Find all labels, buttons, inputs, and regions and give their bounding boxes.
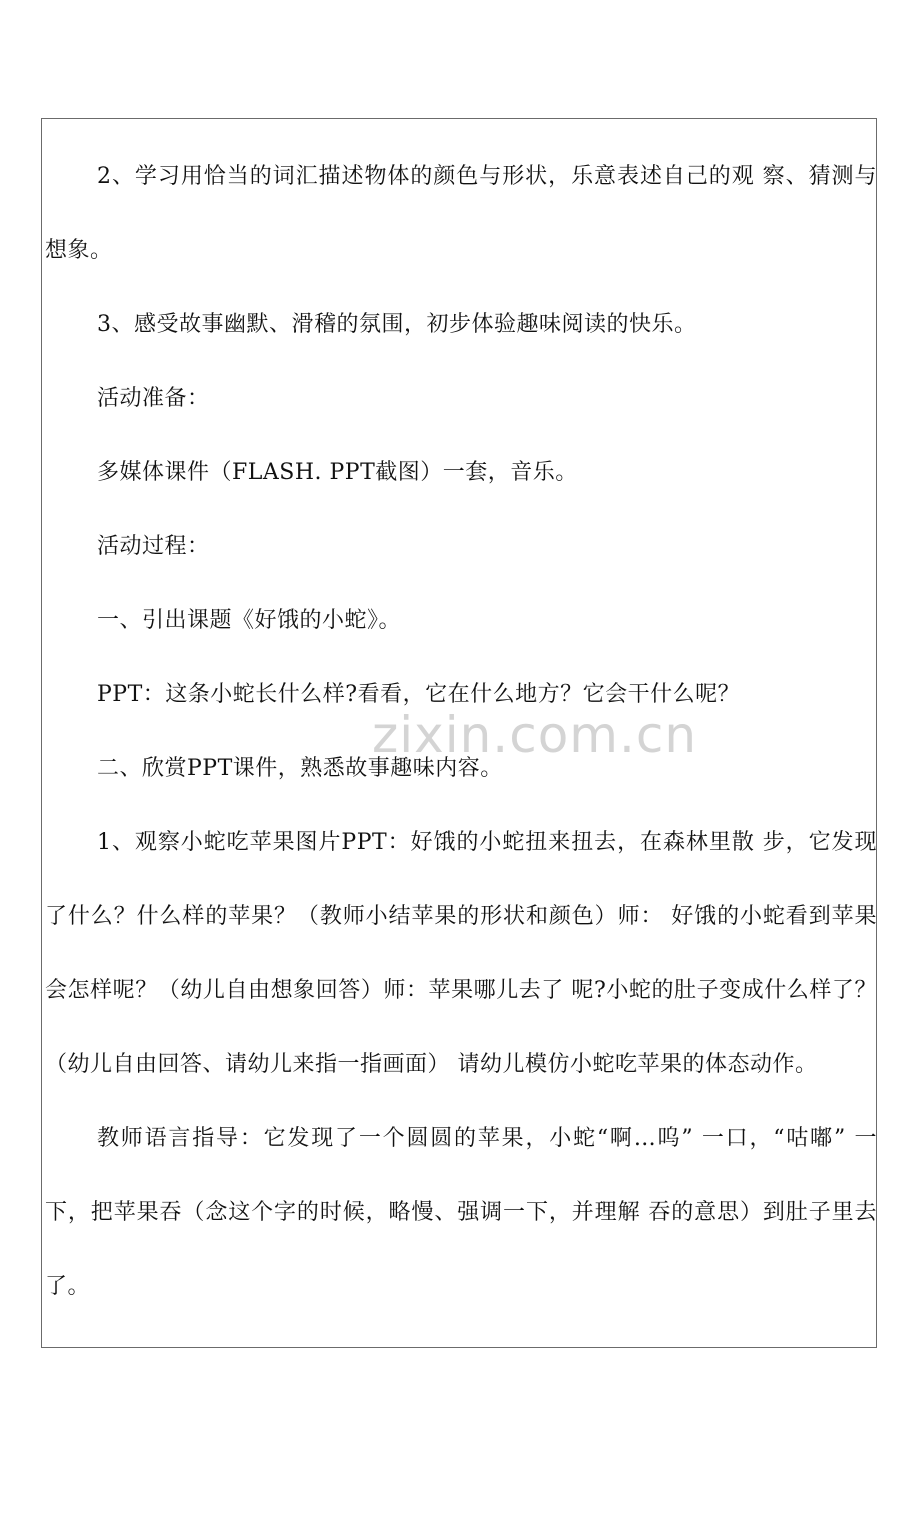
paragraph-step-2: 二、欣赏PPT课件，熟悉故事趣味内容。 (97, 756, 503, 781)
paragraph-goal-2: 2、学习用恰当的词汇描述物体的颜色与形状，乐意表述自己的观 察、猜测与想象。 (45, 164, 877, 263)
paragraph-teacher-guidance: 教师语言指导：它发现了一个圆圆的苹果，小蛇“啊…呜” 一口，“咕嘟” 一下，把苹果吞（念这个字的时候，略慢、强调一下，并理解 吞的意思）到肚子里去了。 (45, 1126, 877, 1299)
paragraph-materials: 多媒体课件（FLASH. PPT截图）一套，音乐。 (97, 460, 578, 485)
heading-process: 活动过程： (97, 534, 210, 559)
paragraph-ppt-question: PPT：这条小蛇长什么样?看看，它在什么地方？它会干什么呢？ (97, 682, 741, 707)
watermark-text: zixin.com.cn (372, 706, 698, 764)
paragraph-goal-3: 3、感受故事幽默、滑稽的氛围，初步体验趣味阅读的快乐。 (97, 312, 697, 337)
paragraph-step-1: 一、引出课题《好饿的小蛇》。 (97, 608, 402, 633)
paragraph-observe-apple: 1、观察小蛇吃苹果图片PPT：好饿的小蛇扭来扭去，在森林里散 步，它发现了什么？什么样的苹果？（教师小结苹果的形状和颜色）师： 好饿的小蛇看到苹果会怎样呢？（幼儿自由想象回答）师：苹果哪儿去了 呢?小蛇的肚子变成什么样了？（幼儿自由回答、请幼儿来指一指画面） 请幼儿模仿小蛇吃苹果的体态动作。 (45, 830, 877, 1077)
heading-preparation: 活动准备： (97, 386, 210, 411)
